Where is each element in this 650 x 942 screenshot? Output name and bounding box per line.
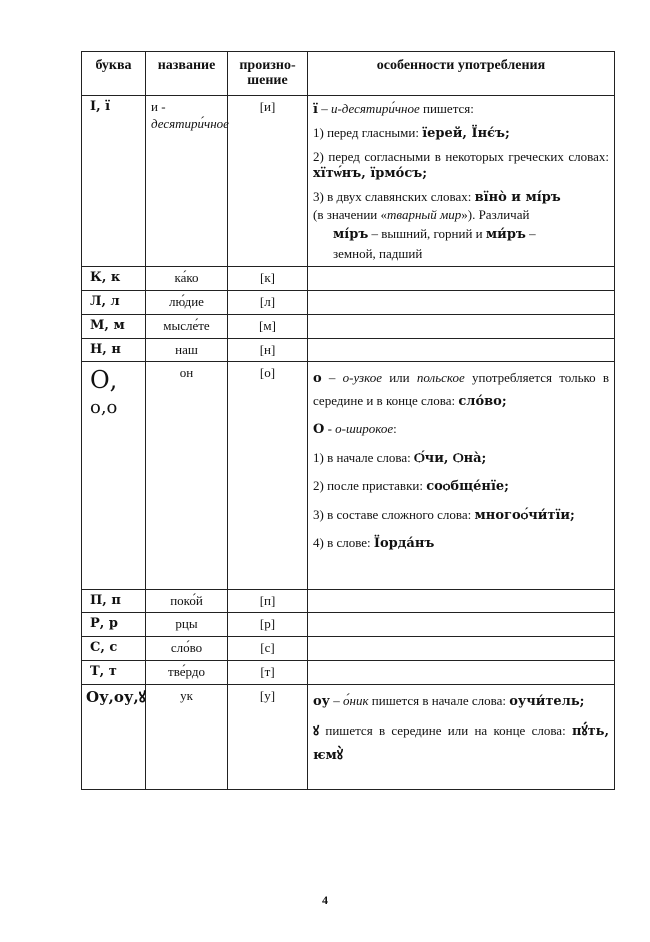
- table-row: [82, 613, 615, 637]
- usage-cell: [308, 362, 615, 589]
- usage-prefix: 1) перед гласными:: [313, 124, 423, 140]
- header-pron: произно-шение: [228, 52, 308, 96]
- usage-text: или: [382, 370, 417, 386]
- page-number: 4: [322, 893, 328, 907]
- usage-cell: [308, 661, 615, 685]
- pron-cell: [л]: [228, 290, 308, 314]
- name-cell: [146, 95, 228, 266]
- usage-name: – о-узкое: [321, 370, 382, 386]
- usage-item-2: [313, 475, 609, 497]
- table-row: [82, 589, 615, 613]
- table-row: [82, 290, 615, 314]
- alphabet-table: [81, 51, 615, 790]
- pron-cell: [у]: [228, 685, 308, 790]
- usage-words: соѻбще́нїе;: [426, 479, 509, 495]
- usage-rest: пишется в середине или на конце слова:: [319, 722, 572, 738]
- usage-item-4: [313, 532, 609, 554]
- table-row: [82, 338, 615, 362]
- letter-cell: С, с: [82, 637, 146, 661]
- usage-intro-2: [313, 720, 609, 768]
- pron-cell: [с]: [228, 637, 308, 661]
- usage-cell: [308, 314, 615, 338]
- name-cell: ук: [146, 685, 228, 790]
- letter-upper: О,: [90, 366, 118, 395]
- pron-cell: [и]: [228, 95, 308, 266]
- table-row: [82, 362, 615, 589]
- usage-prefix: 2) перед согласными в некоторых греческих словах:: [313, 148, 609, 164]
- usage-words: вїно̀ и мі́ръ: [474, 190, 561, 206]
- letter-cell: Н, н: [82, 338, 146, 362]
- name-cell: поко́й: [146, 589, 228, 613]
- usage-prefix: 1) в начале слова:: [313, 449, 414, 465]
- table-row: [82, 314, 615, 338]
- usage-name: польское: [416, 370, 465, 386]
- table-row: [82, 685, 615, 790]
- pron-cell: [м]: [228, 314, 308, 338]
- table-row: [82, 637, 615, 661]
- pron-cell: [п]: [228, 589, 308, 613]
- usage-prefix: 3) в двух славянских словах:: [313, 189, 475, 205]
- usage-words: хїтѡ́нъ, їрмо́съ;: [313, 166, 428, 182]
- usage-prefix: 2) после приставки:: [313, 478, 427, 494]
- usage-cell: [308, 290, 615, 314]
- name-cell: сло́во: [146, 637, 228, 661]
- usage-intro-2: [313, 418, 609, 440]
- header-usage: особенности употребления: [308, 52, 615, 96]
- usage-text: (в значении «: [313, 207, 387, 223]
- usage-cell: [308, 95, 615, 266]
- usage-item-1: [313, 447, 609, 469]
- letter-cell: Т, т: [82, 661, 146, 685]
- pron-cell: [к]: [228, 266, 308, 290]
- usage-text: –: [330, 693, 343, 709]
- pron-cell: [т]: [228, 661, 308, 685]
- pron-cell: [р]: [228, 613, 308, 637]
- usage-cell: [308, 266, 615, 290]
- table-row: [82, 95, 615, 266]
- usage-cell: [308, 637, 615, 661]
- header-row: [82, 52, 615, 96]
- usage-text: »). Различай: [461, 207, 530, 223]
- name-word: десятири́чное: [151, 115, 229, 131]
- usage-words: Ѻ́чи, Ѻна̀;: [413, 450, 487, 466]
- name-cell: лю́дие: [146, 290, 228, 314]
- name-cell: наш: [146, 338, 228, 362]
- usage-name: – и-десятири́чное: [317, 100, 420, 116]
- usage-item-4: [313, 226, 609, 244]
- usage-words: Їорда́нъ: [373, 536, 435, 552]
- usage-name: о́ник: [343, 693, 369, 709]
- usage-word: мі́ръ: [333, 227, 369, 243]
- letter-cell: Р, р: [82, 613, 146, 637]
- usage-item-2: [313, 149, 609, 184]
- letter-cell: [82, 362, 146, 589]
- header-letter: буква: [82, 52, 146, 96]
- name-prefix: и -: [151, 98, 166, 114]
- usage-intro: [313, 101, 609, 119]
- usage-rest: пишется:: [419, 100, 474, 116]
- usage-item-5: земной, падший: [333, 246, 423, 262]
- header-name: название: [146, 52, 228, 96]
- usage-cell: [308, 589, 615, 613]
- usage-item-3: [313, 189, 609, 224]
- usage-lead: О: [313, 422, 325, 438]
- letter-cell: М, м: [82, 314, 146, 338]
- letter-cell: К, к: [82, 266, 146, 290]
- letter-cell: П, п: [82, 589, 146, 613]
- pron-cell: [н]: [228, 338, 308, 362]
- usage-prefix: 3) в составе сложного слова:: [313, 506, 475, 522]
- letter-cell: Л, л: [82, 290, 146, 314]
- usage-item-1: [313, 125, 609, 143]
- usage-name: - о-широкое: [324, 421, 394, 437]
- letter-cell: Оу,оу,ꙋ: [82, 685, 146, 790]
- usage-lead: о: [313, 371, 322, 387]
- usage-word: ми́ръ: [485, 227, 526, 243]
- usage-italic: тварный мир: [387, 207, 462, 223]
- name-cell: он: [146, 362, 228, 589]
- usage-text: – вышний, горний и: [368, 226, 486, 242]
- table-row: [82, 266, 615, 290]
- usage-words: многоѻ́чи́тїи;: [474, 507, 575, 523]
- usage-text: –: [525, 226, 536, 242]
- name-cell: тве́рдо: [146, 661, 228, 685]
- usage-words: оучи́тель;: [509, 694, 585, 710]
- name-cell: ка́ко: [146, 266, 228, 290]
- name-cell: мысле́те: [146, 314, 228, 338]
- usage-lead: оу: [313, 694, 330, 710]
- usage-text: :: [393, 421, 397, 437]
- letter-lower: о,о: [90, 397, 118, 419]
- usage-lead: ꙋ: [313, 723, 320, 739]
- usage-item-3: [313, 504, 609, 526]
- usage-intro: [313, 690, 609, 714]
- table-row: [82, 661, 615, 685]
- pron-cell: [о]: [228, 362, 308, 589]
- usage-intro: [313, 367, 609, 412]
- usage-cell: [308, 685, 615, 790]
- usage-rest: употребляется только в середине и в конце слова:: [313, 370, 610, 408]
- usage-cell: [308, 613, 615, 637]
- letter-cell: І, ї: [82, 95, 146, 266]
- usage-words: їерей, Їнє́ъ;: [422, 125, 510, 141]
- usage-prefix: 4) в слове:: [313, 535, 374, 551]
- usage-words: пꙋ́ть, ѥмꙋ̀: [313, 723, 609, 763]
- usage-cell: [308, 338, 615, 362]
- usage-rest: пишется в начале слова:: [368, 693, 510, 709]
- usage-lead: ї: [313, 101, 318, 117]
- usage-words: сло́во;: [458, 393, 507, 409]
- name-cell: рцы: [146, 613, 228, 637]
